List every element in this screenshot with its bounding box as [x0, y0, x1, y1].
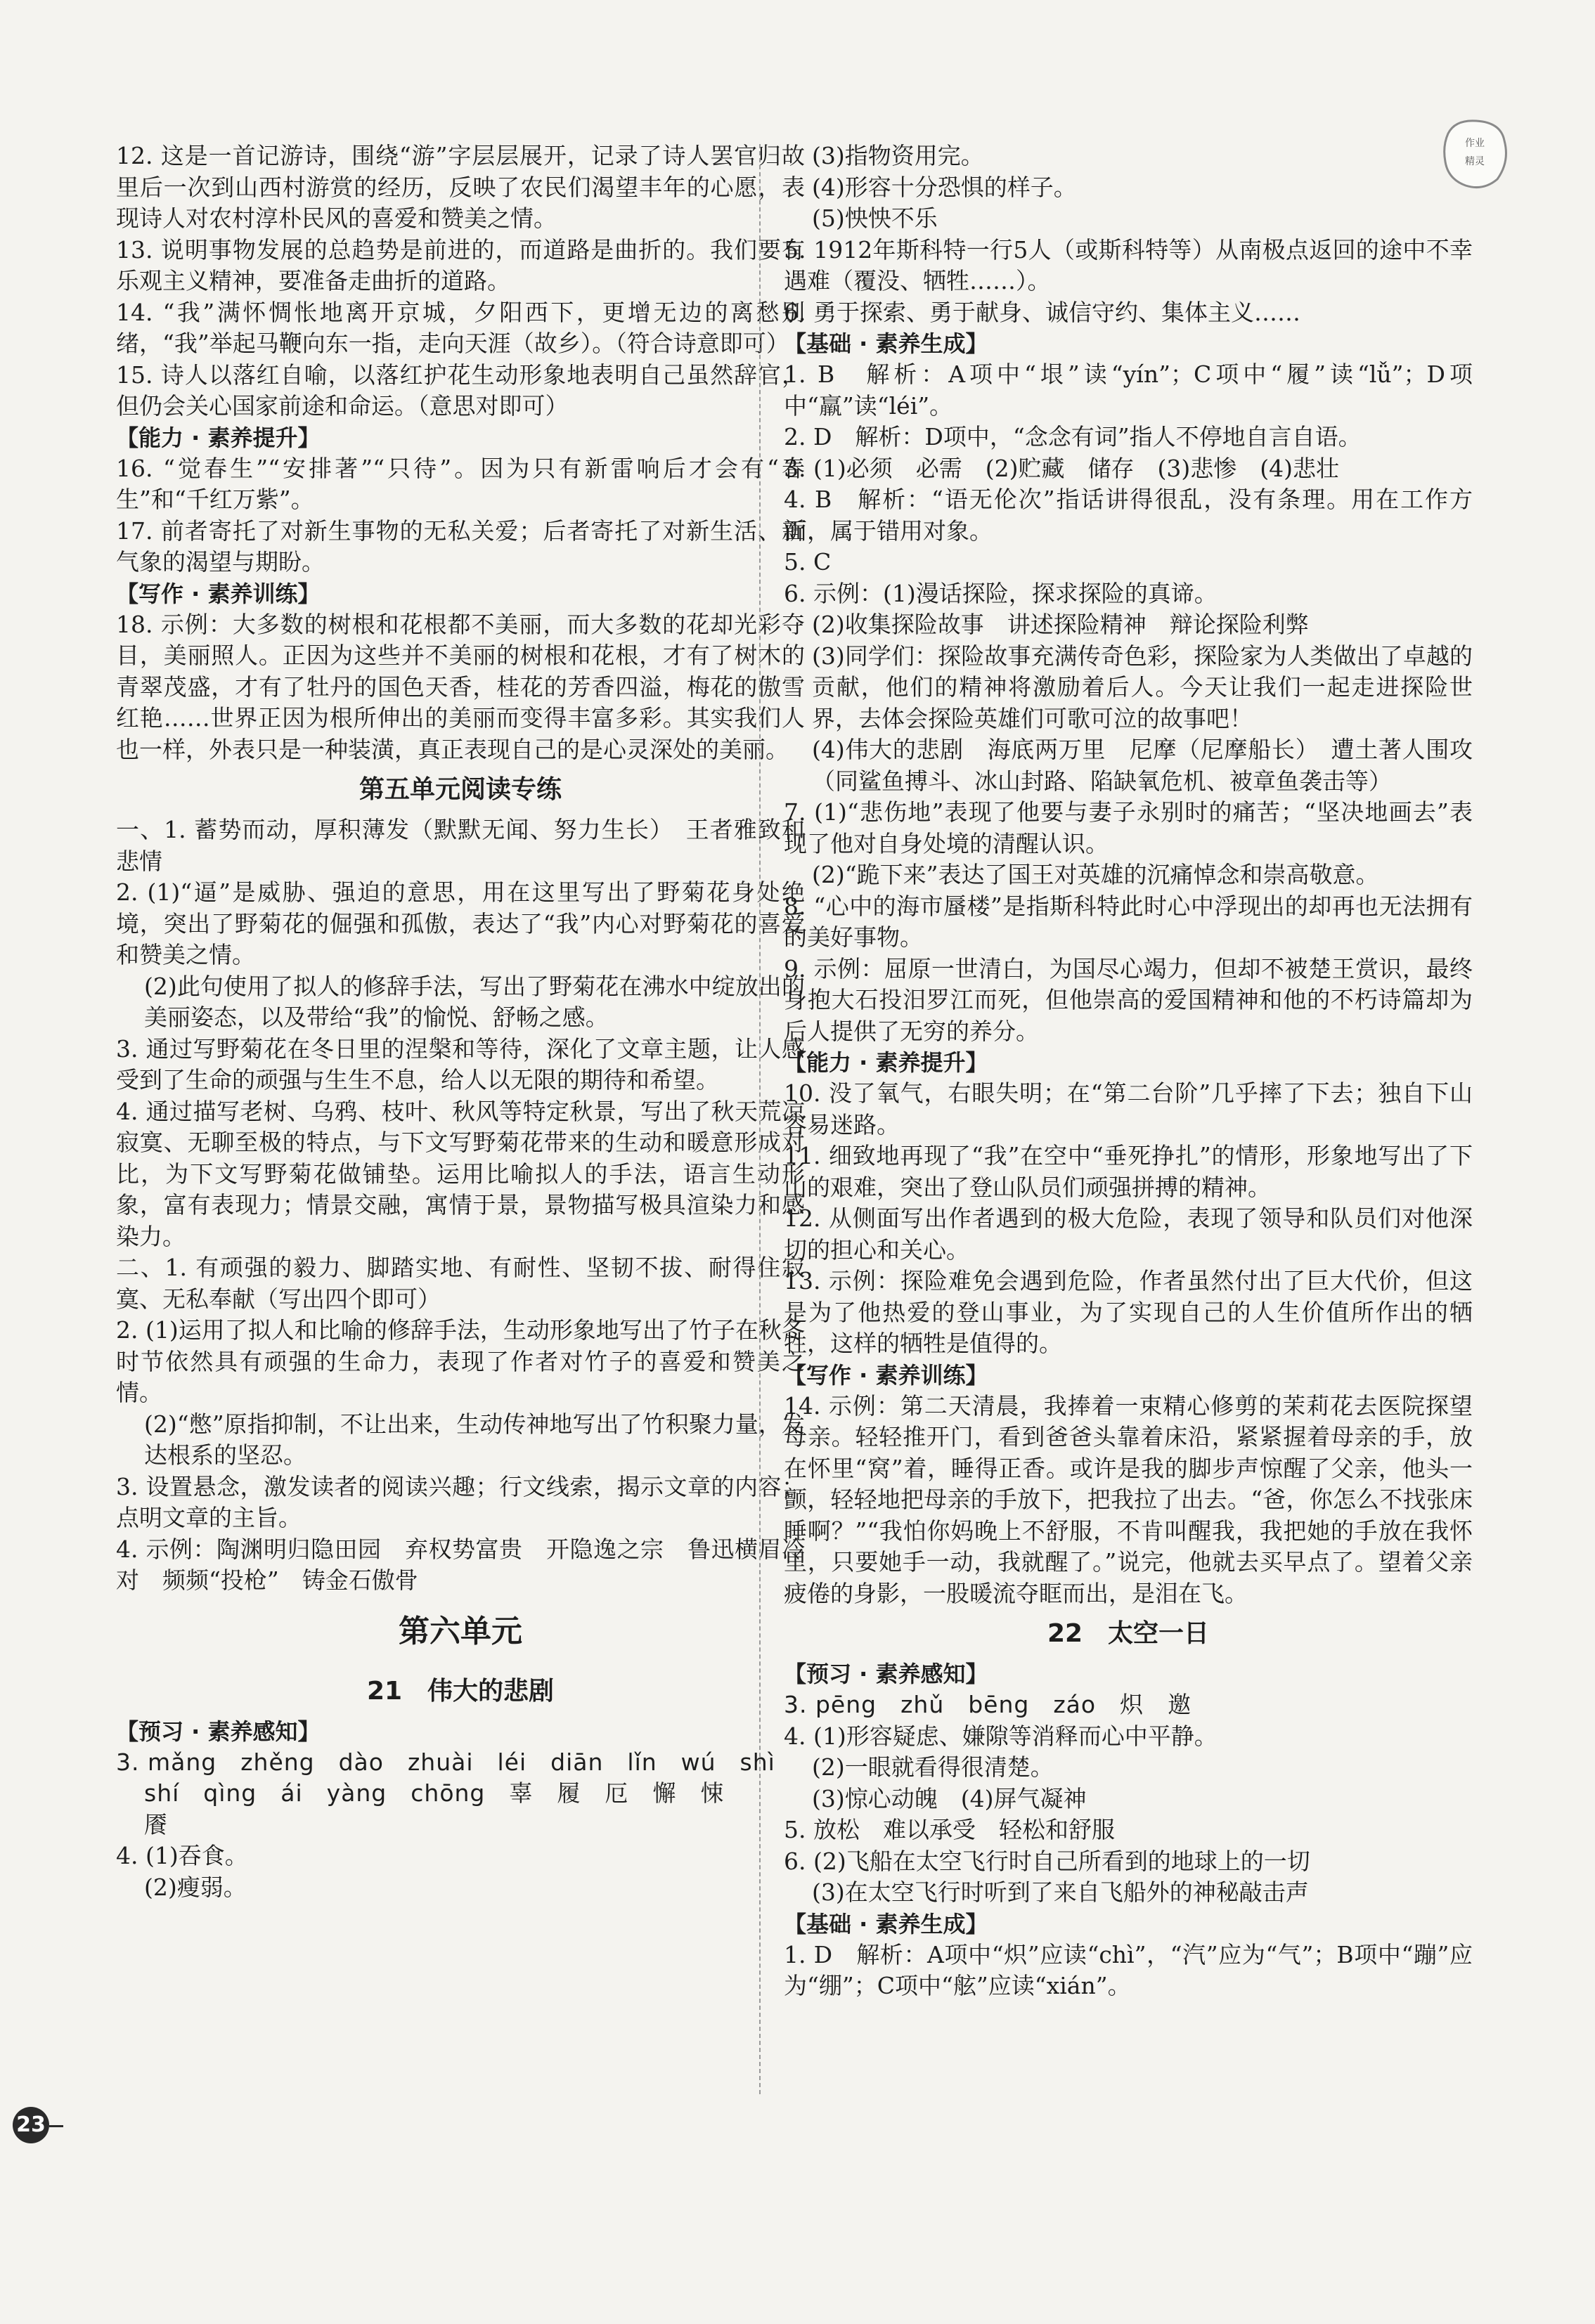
answer-subitem: (2)此句使用了拟人的修辞手法，写出了野菊花在沸水中绽放出的美丽姿态，以及带给“我”的愉悦、舒畅之感。 [144, 972, 805, 1031]
answer-item: 3. (1)必须 必需 (2)贮藏 储存 (3)悲惨 (4)悲壮 [784, 454, 1339, 482]
answer-item: 18. 示例：大多数的树根和花根都不美丽，而大多数的花却光彩夺目，美丽照人。正因为这些并不美丽的树根和花根，才有了树木的青翠茂盛，才有了牡丹的国色天香，桂花的芳香四溢，梅花的傲雪红艳……世界正因为根所伸出的美丽而变得丰富多彩。其实我们人也一样，外表只是一种装潢，真正表现自己的是心灵深处的美丽。 [116, 610, 805, 763]
answer-subitem: (4)伟大的悲剧 海底两万里 尼摩（尼摩船长） 遭土著人围攻（同鲨鱼搏斗、冰山封路、陷缺氧危机、被章鱼袭击等） [812, 736, 1473, 795]
answer-item: 3. 设置悬念，激发读者的阅读兴趣；行文线索，揭示文章的内容；点明文章的主旨。 [116, 1472, 805, 1531]
unit-title: 第六单元 [399, 1613, 522, 1649]
answer-item: 6. 示例：(1)漫话探险，探求探险的真谛。 [784, 579, 1218, 607]
answer-subitem: (3)惊心动魄 (4)屏气凝神 [812, 1784, 1087, 1812]
answer-item: 13. 说明事物发展的总趋势是前进的，而道路是曲折的。我们要有乐观主义精神，要准备走曲折的道路。 [116, 235, 805, 294]
right-column [784, 141, 1473, 2002]
answer-item: 16. “觉春生”“安排著”“只待”。因为只有新雷响后才会有“春生”和“千红万紫”。 [116, 454, 805, 513]
page-number-rule [49, 2125, 63, 2127]
section-label: 【写作 · 素养训练】 [784, 1361, 988, 1389]
answer-item: 1. D 解析：A项中“炽”应读“chì”，“汽”应为“气”；B项中“蹦”应为“绷”；C项中“舷”应读“xián”。 [784, 1940, 1473, 1999]
answer-subitem: 餍 [144, 1810, 167, 1838]
answer-subitem: (2)一眼就看得很清楚。 [812, 1753, 1054, 1781]
section-title: 21 伟大的悲剧 [366, 1676, 555, 1706]
answer-item: 二、1. 有顽强的毅力、脚踏实地、有耐性、坚韧不拔、耐得住寂寞、无私奉献（写出四个即可） [116, 1254, 805, 1313]
answer-subitem: (4)形容十分恐惧的样子。 [812, 173, 1077, 201]
answer-item: 4. 示例：陶渊明归隐田园 弃权势富贵 开隐逸之宗 鲁迅横眉冷对 频频“投枪” 铸金石傲骨 [116, 1535, 805, 1594]
answer-item: 6. 勇于探索、勇于献身、诚信守约、集体主义…… [784, 298, 1300, 326]
answer-subitem: (3)在太空飞行时听到了来自飞船外的神秘敲击声 [812, 1878, 1309, 1906]
answer-item: 12. 从侧面写出作者遇到的极大危险，表现了领导和队员们对他深切的担心和关心。 [784, 1205, 1473, 1264]
svg-text:精灵: 精灵 [1465, 156, 1485, 167]
section-label: 【写作 · 素养训练】 [116, 580, 321, 607]
answer-item: 2. (1)运用了拟人和比喻的修辞手法，生动形象地写出了竹子在秋冬时节依然具有顽强的生命力，表现了作者对竹子的喜爱和赞美之情。 [116, 1316, 805, 1406]
answer-item: 10. 没了氧气，右眼失明；在“第二台阶”几乎摔了下去；独自下山容易迷路。 [784, 1079, 1473, 1138]
section-label: 【能力 · 素养提升】 [116, 424, 321, 451]
section-title: 第五单元阅读专练 [359, 775, 562, 804]
answer-subitem: (3)指物资用完。 [812, 142, 984, 169]
pinyin-line: 3. pēng zhǔ bēng záo 炽 邀 [784, 1691, 1192, 1718]
section-title: 22 太空一日 [1047, 1619, 1210, 1648]
answer-item: 4. (1)吞食。 [116, 1842, 248, 1869]
stamp-logo [1434, 112, 1518, 197]
answer-item: 12. 这是一首记游诗，围绕“游”字层层展开，记录了诗人罢官归故里后一次到山西村游赏的经历，反映了农民们渴望丰年的心愿，表现诗人对农村淳朴民风的喜爱和赞美之情。 [116, 142, 805, 232]
answer-item: 5. C [784, 548, 832, 576]
answer-item: 8. “心中的海市蜃楼”是指斯科特此时心中浮现出的却再也无法拥有的美好事物。 [784, 892, 1473, 951]
section-label: 【预习 · 素养感知】 [784, 1661, 988, 1687]
answer-item: 3. 通过写野菊花在冬日里的涅槃和等待，深化了文章主题，让人感受到了生命的顽强与生生不息，给人以无限的期待和希望。 [116, 1034, 805, 1093]
page-number: 23 [13, 2107, 49, 2143]
answer-item: 7. (1)“悲伤地”表现了他要与妻子永别时的痛苦；“坚决地画去”表现了他对自身处境的清醒认识。 [784, 798, 1473, 857]
answer-item: 1. B 解析：A项中“垠”读“yín”；C项中“履”读“lǚ”；D项中“羸”读“léi”。 [784, 361, 1473, 420]
section-label: 【基础 · 素养生成】 [784, 330, 988, 357]
answer-item: 5. 1912年斯科特一行5人（或斯科特等）从南极点返回的途中不幸遇难（覆没、牺牲……）。 [784, 235, 1473, 294]
answer-item: 11. 细致地再现了“我”在空中“垂死挣扎”的情形，形象地写出了下山的艰难，突出了登山队员们顽强拼搏的精神。 [784, 1142, 1473, 1201]
answer-item: 14. 示例：第二天清晨，我捧着一束精心修剪的茉莉花去医院探望母亲。轻轻推开门，看到爸爸头靠着床沿，紧紧握着母亲的手，放在怀里“窝”着，睡得正香。或许是我的脚步声惊醒了父亲，他头一颤，轻轻地把母亲的手放下，把我拉了出去。“爸，你怎么不找张床睡啊？”“我怕你妈晚上不舒服，不肯叫醒我，我把她的手放在我怀里，只要她手一动，我就醒了。”说完，他就去买早点了。望着父亲疲倦的身影，一股暖流夺眶而出，是泪在飞。 [784, 1391, 1473, 1607]
answer-subitem: (2)“憋”原指抑制，不让出来，生动传神地写出了竹积聚力量，发达根系的坚忍。 [144, 1410, 805, 1469]
answer-item: 6. (2)飞船在太空飞行时自己所看到的地球上的一切 [784, 1847, 1310, 1875]
answer-item: 9. 示例：屈原一世清白，为国尽心竭力，但却不被楚王赏识，最终身抱大石投汨罗江而死，但他崇高的爱国精神和他的不朽诗篇却为后人提供了无穷的养分。 [784, 954, 1473, 1045]
answer-item: 2. D 解析：D项中，“念念有词”指人不停地自言自语。 [784, 423, 1362, 450]
answer-item: 4. (1)形容疑虑、嫌隙等消释而心中平静。 [784, 1722, 1218, 1750]
answer-item: 4. B 解析：“语无伦次”指话讲得很乱，没有条理。用在工作方面，属于错用对象。 [784, 486, 1473, 545]
section-label: 【能力 · 素养提升】 [784, 1049, 988, 1076]
answer-item: 4. 通过描写老树、乌鸦、枝叶、秋风等特定秋景，写出了秋天荒凉寂寞、无聊至极的特点，与下文写野菊花带来的生动和暖意形成对比，为下文写野菊花做铺垫。运用比喻拟人的手法，语言生动形象，富有表现力；情景交融，寓情于景，景物描写极具渲染力和感染力。 [116, 1097, 805, 1250]
section-label: 【基础 · 素养生成】 [784, 1910, 988, 1937]
column-divider [759, 144, 761, 2094]
svg-text:作业: 作业 [1465, 138, 1485, 149]
answer-item: 14. “我”满怀惆怅地离开京城，夕阳西下，更增无边的离愁别绪，“我”举起马鞭向东一指，走向天涯（故乡）。（符合诗意即可） [116, 298, 805, 357]
answer-item: 13. 示例：探险难免会遇到危险，作者虽然付出了巨大代价，但这是为了他热爱的登山事业，为了实现自己的人生价值所作出的牺牲，这样的牺牲是值得的。 [784, 1267, 1473, 1357]
answer-item: 2. (1)“逼”是威胁、强迫的意思，用在这里写出了野菊花身处绝境，突出了野菊花的倔强和孤傲，表达了“我”内心对野菊花的喜爱和赞美之情。 [116, 878, 805, 968]
answer-item: 5. 放松 难以承受 轻松和舒服 [784, 1816, 1115, 1843]
answer-subitem: (3)同学们：探险故事充满传奇色彩，探险家为人类做出了卓越的贡献，他们的精神将激励着后人。今天让我们一起走进探险世界，去体会探险英雄们可歌可泣的故事吧！ [812, 642, 1473, 732]
answer-item: 一、1. 蓄势而动，厚积薄发（默默无闻、努力生长） 王者雅致和悲情 [116, 816, 805, 875]
left-column [116, 141, 805, 1903]
answer-subitem: (2)收集探险故事 讲述探险精神 辩论探险利弊 [812, 611, 1309, 638]
answer-subitem: (2)“跪下来”表达了国王对英雄的沉痛悼念和崇高敬意。 [812, 861, 1379, 888]
answer-subitem: (5)怏怏不乐 [812, 205, 938, 232]
answer-item: 15. 诗人以落红自喻，以落红护花生动形象地表明自己虽然辞官，但仍会关心国家前途和命运。（意思对即可） [116, 361, 805, 420]
section-label: 【预习 · 素养感知】 [116, 1718, 321, 1745]
pinyin-line: 3. mǎng zhěng dào zhuài léi diān lǐn wú shì [116, 1748, 775, 1776]
answer-subitem: (2)瘦弱。 [144, 1873, 247, 1901]
pinyin-line: shí qìng ái yàng chōng 辜 履 厄 懈 悚 [144, 1779, 725, 1807]
answer-item: 17. 前者寄托了对新生事物的无私关爱；后者寄托了对新生活、新气象的渴望与期盼。 [116, 517, 805, 576]
